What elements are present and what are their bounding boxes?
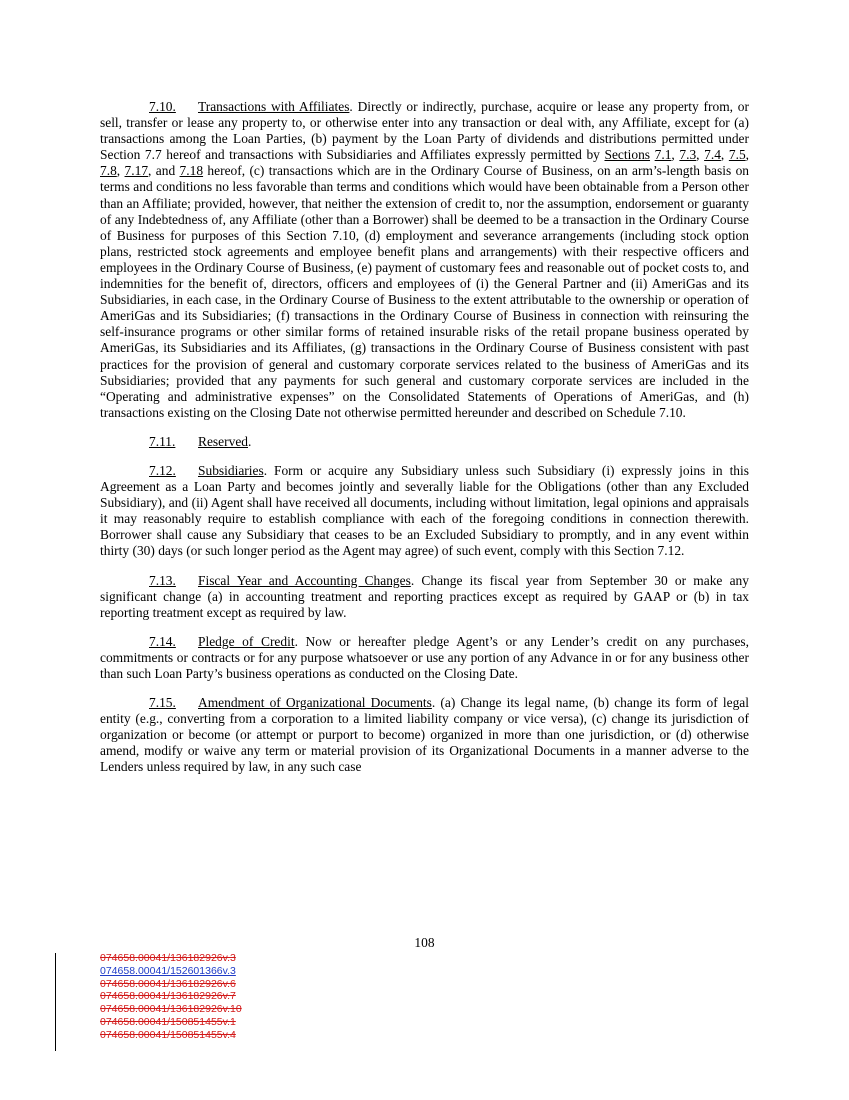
section-number: 7.14. — [149, 633, 176, 649]
section-text: . Form or acquire any Subsidiary unless such Subsidiary (i) expressly joins in this Agreement as a Loan Party and becomes jointly and severally liable for the Obligations (other than any Excluded Subsidiary), and (ii) Agent shall have received all documents, including without limitation, legal opinions and appraisals it may reasonably require to establish compliance with each of the foregoing conditions in connection therewith. Borrower shall cause any Subsidiary that ceases to be an Excluded Subsidiary to promptly, and in any event within thirty (30) days (or such longer period as the Agent may agree) of such event, comply with this Section 7.12. — [100, 462, 749, 559]
section-number: 7.15. — [149, 695, 176, 711]
section-7-10: 7.10. Transactions with Affiliates. Directly or indirectly, purchase, acquire or lease any property from, or sell, transfer or lease any property to, or otherwise enter into any transaction or deal with, any Affiliate, except for (a) transactions among the Loan Parties, (b) payment by the Loan Party of dividends and distributions permitted under Section 7.7 hereof and transactions with Subsidiaries and Affiliates expressly permitted by Sections 7.1, 7.3, 7.4, 7.5, 7.8, 7.17, and 7.18 hereof, (c) transactions which are in the Ordinary Course of Business, on an arm’s-length basis on terms and conditions no less favorable than terms and conditions which would have been obtainable from a Person other than an Affiliate; provided, however, that neither the extension of credit to, nor the assumption, endorsement or guaranty of any Indebtedness of, any Affiliate (other than a Borrower) shall be deemed to be a transaction in the Ordinary Course of Business for purposes of this Section 7.10, (d) employment and severance arrangements (including stock option plans, restricted stock agreements and employee benefit plans and arrangements) with their respective officers and employees in the Ordinary Course of Business, (e) payment of customary fees and reasonable out of pocket costs to, and indemnities for the benefit of, directors, officers and employees of (i) the General Partner and (ii) AmeriGas and its Subsidiaries, in each case, in the Ordinary Course of Business to the extent attributable to the ownership or operation of AmeriGas and its Subsidiaries; (f) transactions in the Ordinary Course of Business in connection with reinsuring the self-insurance programs or other similar forms of retained insurable risks of the retail propane business operated by AmeriGas, its Subsidiaries and its Affiliates, (g) transactions in the Ordinary Course of Business consistent with past practices for the provision of general and customary corporate services related to the business of AmeriGas and its Subsidiaries; provided that any payments for such general and customary corporate services are included in the “Operating and administrative expenses” on the Consolidated Statements of Operations of AmeriGas, and (h) transactions existing on the Closing Date not otherwise permitted hereunder and described on Schedule 7.10. — [100, 99, 750, 420]
section-7-13 — [100, 573, 749, 621]
section-number: 7.12. — [149, 462, 176, 478]
section-number: 7.10. — [149, 99, 176, 114]
section-7-12 — [100, 463, 749, 560]
doc-id-deleted: 074658.00041/136182926v.10 — [100, 1003, 242, 1016]
section-text-continued: hereof, (c) transactions which are in the Ordinary Course of Business, on an arm’s-length basis on terms and conditions no less favorable than terms and conditions which would have been obtainable from a Person other than an Affiliate; provided, however, that neither the extension of credit to, nor the assumption, endorsement or guaranty of any Indebtedness of, any Affiliate (other than a Borrower) shall be deemed to be a transaction in the Ordinary Course of Business for purposes of this Section 7.10, (d) employment and severance arrangements (including stock option plans, restricted stock agreements and employee benefit plans and arrangements) with their respective officers and employees in the Ordinary Course of Business, (e) payment of customary fees and reasonable out of pocket costs to, and indemnities for the benefit of, directors, officers and employees of (i) the General Partner and (ii) AmeriGas and its Subsidiaries, in each case, in the Ordinary Course of Business to the extent attributable to the ownership or operation of AmeriGas and its Subsidiaries; (f) transactions in the Ordinary Course of Business in connection with reinsuring the self-insurance programs or other similar forms of retained insurable risks of the retail propane business operated by AmeriGas, its Subsidiaries and its Affiliates, (g) transactions in the Ordinary Course of Business consistent with past practices for the provision of general and customary corporate services related to the business of AmeriGas and its Subsidiaries; provided that any payments for such general and customary corporate services are included in the “Operating and administrative expenses” on the Consolidated Statements of Operations of AmeriGas, and (h) transactions existing on the Closing Date not otherwise permitted hereunder and described on Schedule 7.10. — [100, 163, 750, 420]
section-ref: 7.5 — [728, 147, 746, 163]
section-ref: 7.17 — [124, 163, 149, 179]
section-text: . (a) Change its legal name, (b) change its form of legal entity (e.g., converting from a corporation to a limited liability company or vice versa), (c) change its jurisdiction of organization or become (or attempt or purport to become) organized in more than one jurisdiction, or (d) otherwise amend, modify or waive any term or material provision of its Organizational Documents in a manner adverse to the Lenders unless required by law, in any such case — [100, 695, 749, 775]
section-text: . Directly or indirectly, purchase, acquire or lease any property from, or sell, transfer or lease any property to, or otherwise enter into any transaction or deal with, any Affiliate, except for (a) transactions among the Loan Parties, (b) payment by the Loan Party of dividends and distributions permitted under Section 7.7 hereof and transactions with Subsidiaries and Affiliates expressly permitted by — [100, 99, 749, 163]
section-ref: 7.1 — [654, 147, 672, 163]
section-heading: Subsidiaries — [198, 462, 264, 478]
doc-id-deleted: 074658.00041/136182926v.3 — [100, 952, 236, 964]
section-number: 7.11. — [149, 433, 176, 449]
section-ref: 7.8 — [100, 163, 117, 179]
ref-conjunction: , and — [148, 163, 180, 179]
document-body — [100, 99, 749, 789]
sections-reference-word: Sections — [604, 147, 651, 163]
section-text: . Now or hereafter pledge Agent’s or any Lender’s credit on any purchases, commitments or contracts or for any purpose whatsoever or use any portion of any Advance in or for any business other than such Loan Party’s business operations as conducted on the Closing Date. — [100, 633, 750, 681]
section-7-11 — [100, 434, 749, 450]
section-text: . Change its fiscal year from September 30 or make any significant change (a) in accounting treatment and reporting practices except as required by GAAP or (b) in tax reporting treatment except as required by law. — [100, 572, 749, 620]
section-heading: Fiscal Year and Accounting Changes — [198, 572, 411, 588]
doc-id-deleted: 074658.00041/136182926v.6 — [100, 977, 236, 990]
doc-id-deleted: 074658.00041/150851455v.1 — [100, 1015, 236, 1028]
section-heading: Amendment of Organizational Documents — [198, 695, 432, 711]
revision-change-bar — [55, 953, 56, 1051]
section-7-15 — [100, 695, 749, 775]
section-heading: Reserved — [198, 433, 248, 449]
section-number: 7.13. — [149, 572, 176, 588]
page-number: 108 — [414, 935, 435, 950]
section-ref: 7.4 — [704, 147, 721, 163]
section-ref: 7.18 — [179, 163, 204, 179]
section-ref: 7.3 — [679, 147, 697, 163]
document-id-stack — [100, 952, 242, 1042]
section-heading: Transactions with Affiliates — [198, 99, 350, 114]
section-7-14 — [100, 634, 749, 682]
doc-id-deleted: 074658.00041/136182926v.7 — [100, 990, 236, 1003]
section-heading: Pledge of Credit — [198, 633, 295, 649]
doc-id-deleted: 074658.00041/150851455v.4 — [100, 1028, 236, 1041]
doc-id-current: 074658.00041/152601366v.3 — [100, 964, 236, 977]
section-text: . — [248, 433, 252, 449]
